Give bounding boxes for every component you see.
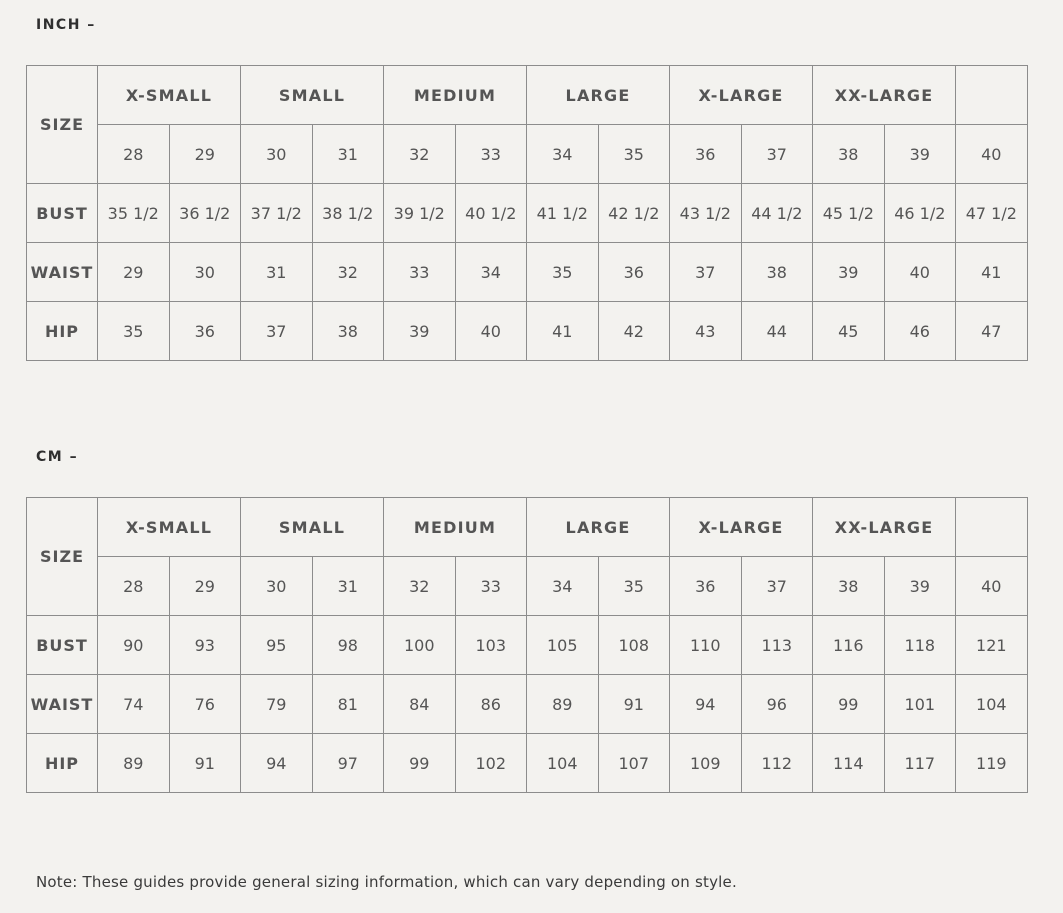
waist-value-cell: 37 [670, 243, 742, 302]
waist-value-cell: 40 [884, 243, 956, 302]
waist-value-cell: 96 [741, 675, 813, 734]
bust-row-label: BUST [27, 616, 98, 675]
bust-value-cell: 100 [384, 616, 456, 675]
size-number-cell: 40 [956, 557, 1028, 616]
size-number-cell: 40 [956, 125, 1028, 184]
size-number-cell: 28 [98, 557, 170, 616]
bust-value-cell: 47 1/2 [956, 184, 1028, 243]
bust-value-cell: 93 [169, 616, 241, 675]
hip-value-cell: 97 [312, 734, 384, 793]
size-number-cell: 30 [241, 557, 313, 616]
bust-value-cell: 103 [455, 616, 527, 675]
size-group-header [956, 498, 1028, 557]
size-number-cell: 35 [598, 557, 670, 616]
size-number-cell: 39 [884, 125, 956, 184]
size-number-cell: 33 [455, 125, 527, 184]
bust-row [27, 616, 1028, 675]
hip-value-cell: 99 [384, 734, 456, 793]
hip-value-cell: 39 [384, 302, 456, 361]
size-number-cell: 34 [527, 557, 599, 616]
waist-value-cell: 79 [241, 675, 313, 734]
size-group-header: LARGE [527, 66, 670, 125]
size-group-row [27, 66, 1028, 125]
size-number-cell: 38 [813, 125, 885, 184]
size-group-header: X-SMALL [98, 498, 241, 557]
size-group-header: X-LARGE [670, 498, 813, 557]
size-number-cell: 30 [241, 125, 313, 184]
size-group-row [27, 498, 1028, 557]
hip-value-cell: 109 [670, 734, 742, 793]
bust-value-cell: 36 1/2 [169, 184, 241, 243]
bust-value-cell: 40 1/2 [455, 184, 527, 243]
bust-value-cell: 42 1/2 [598, 184, 670, 243]
bust-value-cell: 45 1/2 [813, 184, 885, 243]
size-number-cell: 29 [169, 125, 241, 184]
size-row-label: SIZE [27, 66, 98, 184]
size-group-header [956, 66, 1028, 125]
size-number-cell: 37 [741, 557, 813, 616]
waist-row [27, 243, 1028, 302]
waist-value-cell: 33 [384, 243, 456, 302]
waist-value-cell: 32 [312, 243, 384, 302]
hip-value-cell: 42 [598, 302, 670, 361]
size-number-row [27, 557, 1028, 616]
bust-value-cell: 41 1/2 [527, 184, 599, 243]
bust-value-cell: 43 1/2 [670, 184, 742, 243]
bust-value-cell: 110 [670, 616, 742, 675]
bust-value-cell: 46 1/2 [884, 184, 956, 243]
size-number-cell: 31 [312, 557, 384, 616]
size-number-cell: 33 [455, 557, 527, 616]
size-row-label: SIZE [27, 498, 98, 616]
hip-value-cell: 43 [670, 302, 742, 361]
hip-value-cell: 35 [98, 302, 170, 361]
bust-row-label: BUST [27, 184, 98, 243]
waist-value-cell: 89 [527, 675, 599, 734]
size-number-cell: 36 [670, 125, 742, 184]
hip-value-cell: 119 [956, 734, 1028, 793]
bust-value-cell: 95 [241, 616, 313, 675]
size-group-header: XX-LARGE [813, 66, 956, 125]
waist-value-cell: 86 [455, 675, 527, 734]
waist-value-cell: 39 [813, 243, 885, 302]
waist-row-label: WAIST [27, 675, 98, 734]
bust-value-cell: 38 1/2 [312, 184, 384, 243]
size-group-header: X-SMALL [98, 66, 241, 125]
waist-value-cell: 35 [527, 243, 599, 302]
size-number-cell: 31 [312, 125, 384, 184]
size-number-cell: 39 [884, 557, 956, 616]
cm-section-title: CM – [36, 449, 79, 465]
waist-value-cell: 30 [169, 243, 241, 302]
bust-value-cell: 108 [598, 616, 670, 675]
hip-value-cell: 47 [956, 302, 1028, 361]
inch-size-table [26, 65, 1028, 361]
hip-value-cell: 112 [741, 734, 813, 793]
size-group-header: SMALL [241, 66, 384, 125]
waist-value-cell: 34 [455, 243, 527, 302]
hip-value-cell: 41 [527, 302, 599, 361]
bust-value-cell: 113 [741, 616, 813, 675]
hip-value-cell: 107 [598, 734, 670, 793]
bust-value-cell: 37 1/2 [241, 184, 313, 243]
waist-value-cell: 41 [956, 243, 1028, 302]
size-number-cell: 37 [741, 125, 813, 184]
waist-value-cell: 91 [598, 675, 670, 734]
hip-value-cell: 104 [527, 734, 599, 793]
size-group-header: XX-LARGE [813, 498, 956, 557]
sizing-note: Note: These guides provide general sizing information, which can vary depending on style. [36, 873, 737, 891]
waist-value-cell: 81 [312, 675, 384, 734]
hip-value-cell: 94 [241, 734, 313, 793]
size-number-cell: 28 [98, 125, 170, 184]
size-number-cell: 38 [813, 557, 885, 616]
waist-value-cell: 76 [169, 675, 241, 734]
waist-value-cell: 94 [670, 675, 742, 734]
hip-row [27, 302, 1028, 361]
bust-value-cell: 90 [98, 616, 170, 675]
hip-value-cell: 44 [741, 302, 813, 361]
bust-value-cell: 105 [527, 616, 599, 675]
size-number-cell: 32 [384, 557, 456, 616]
bust-value-cell: 44 1/2 [741, 184, 813, 243]
hip-value-cell: 91 [169, 734, 241, 793]
hip-value-cell: 89 [98, 734, 170, 793]
waist-value-cell: 101 [884, 675, 956, 734]
size-group-header: LARGE [527, 498, 670, 557]
size-group-header: SMALL [241, 498, 384, 557]
bust-value-cell: 116 [813, 616, 885, 675]
size-number-cell: 29 [169, 557, 241, 616]
waist-value-cell: 74 [98, 675, 170, 734]
hip-value-cell: 36 [169, 302, 241, 361]
waist-value-cell: 38 [741, 243, 813, 302]
cm-size-table [26, 497, 1028, 793]
size-number-cell: 34 [527, 125, 599, 184]
hip-row [27, 734, 1028, 793]
bust-value-cell: 35 1/2 [98, 184, 170, 243]
waist-row-label: WAIST [27, 243, 98, 302]
waist-value-cell: 99 [813, 675, 885, 734]
hip-value-cell: 117 [884, 734, 956, 793]
hip-value-cell: 102 [455, 734, 527, 793]
bust-row [27, 184, 1028, 243]
hip-value-cell: 46 [884, 302, 956, 361]
size-group-header: X-LARGE [670, 66, 813, 125]
size-number-cell: 35 [598, 125, 670, 184]
waist-value-cell: 84 [384, 675, 456, 734]
hip-row-label: HIP [27, 734, 98, 793]
size-number-cell: 32 [384, 125, 456, 184]
hip-value-cell: 114 [813, 734, 885, 793]
waist-value-cell: 31 [241, 243, 313, 302]
hip-value-cell: 45 [813, 302, 885, 361]
hip-value-cell: 40 [455, 302, 527, 361]
waist-value-cell: 29 [98, 243, 170, 302]
waist-value-cell: 104 [956, 675, 1028, 734]
size-group-header: MEDIUM [384, 66, 527, 125]
size-group-header: MEDIUM [384, 498, 527, 557]
waist-row [27, 675, 1028, 734]
bust-value-cell: 39 1/2 [384, 184, 456, 243]
size-number-cell: 36 [670, 557, 742, 616]
hip-row-label: HIP [27, 302, 98, 361]
bust-value-cell: 98 [312, 616, 384, 675]
inch-section-title: INCH – [36, 17, 96, 33]
hip-value-cell: 37 [241, 302, 313, 361]
bust-value-cell: 118 [884, 616, 956, 675]
waist-value-cell: 36 [598, 243, 670, 302]
size-number-row [27, 125, 1028, 184]
hip-value-cell: 38 [312, 302, 384, 361]
bust-value-cell: 121 [956, 616, 1028, 675]
